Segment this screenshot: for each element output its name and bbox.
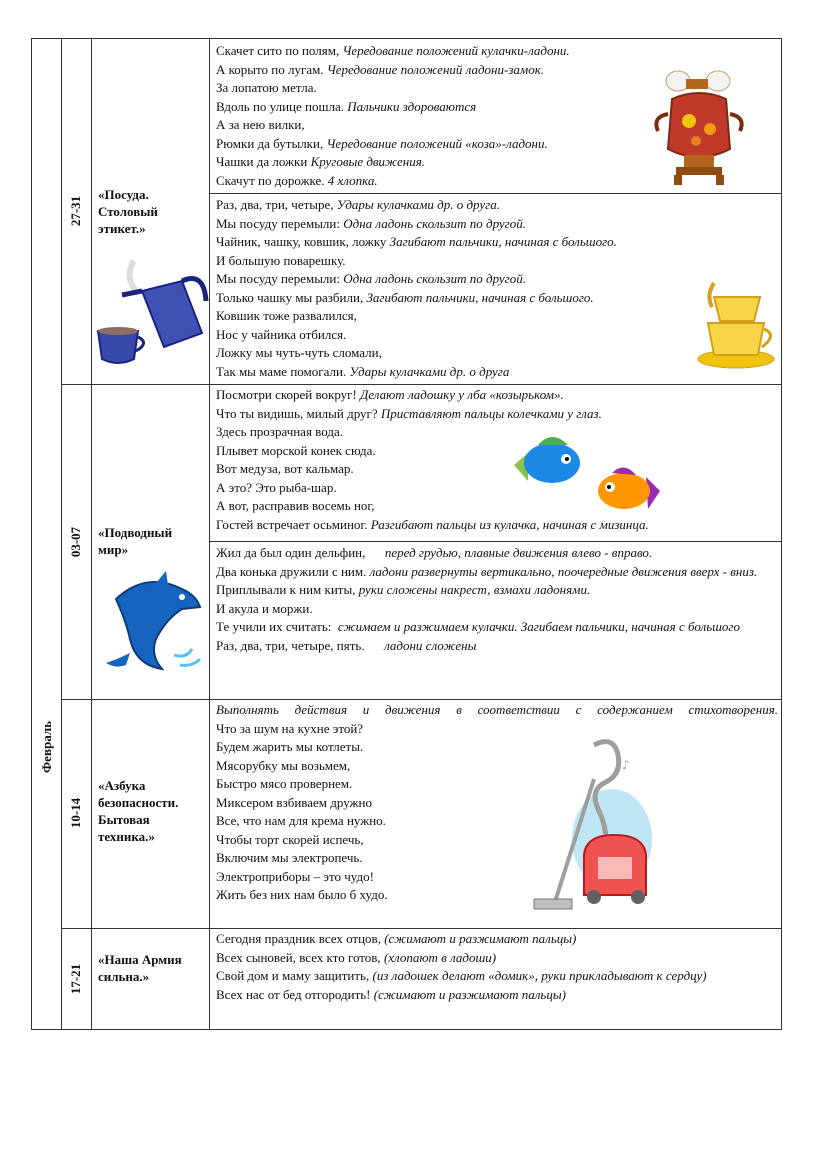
rhyme-line: Мы посуду перемыли: Одна ладонь скользит по другой.	[216, 215, 526, 231]
rhyme-line: Свой дом и маму защитить, (из ладошек делают «домик», руки прикладывают к сердцу)	[216, 968, 707, 983]
rhyme-line: Те учили их считать: сжимаем и разжимаем кулачки. Загибаем пальчики, начиная с большого	[216, 619, 740, 634]
rhyme-line: Гостей встречает осьминог. Разгибают пальцы из кулачка, начиная с мизинца.	[216, 516, 649, 532]
rhyme-line: Нос у чайника отбился.	[216, 326, 347, 342]
month-label: Февраль	[39, 721, 54, 773]
rhyme-line: Мы посуду перемыли: Одна ладонь скользит по другой.	[216, 271, 526, 286]
rhyme-line: А вот, расправив восемь ног,	[216, 498, 375, 513]
rhyme-line: Быстро мясо провернем.	[216, 776, 353, 791]
samovar-picture	[644, 69, 754, 189]
week-dates: 27-31	[68, 195, 83, 227]
rhyme-line: Плывет морской конек сюда.	[216, 442, 376, 458]
rhyme-line: Приплывали к ним киты, руки сложены накрест, взмахи ладонями.	[216, 582, 591, 597]
week-dates: 10-14	[68, 797, 83, 829]
rhyme-line: Всех сыновей, всех кто готов, (хлопают в ладоши)	[216, 949, 497, 965]
week-topic: «Наша Армия сильна.»	[98, 952, 182, 984]
rhyme-line: Скачет сито по полям, Чередование положений кулачки-ладони.	[216, 43, 570, 58]
rhyme-block	[216, 930, 778, 1004]
instruction-text: Выполнять действия и движения в соответствии с содержанием стихотворения.	[216, 702, 778, 717]
kettle-picture	[94, 251, 212, 371]
rhyme-line: Чтобы торт скорей испечь,	[216, 831, 364, 847]
rhyme-line: Миксером взбиваем дружно	[216, 794, 372, 810]
rhyme-line: Только чашку мы разбили, Загибают пальчики, начиная с большого.	[216, 289, 594, 305]
rhyme-block	[216, 544, 778, 655]
rhyme-line: Всех нас от бед отгородить! (сжимают и разжимают пальцы)	[216, 986, 566, 1002]
rhyme-line: Ложку мы чуть-чуть сломали,	[216, 345, 382, 360]
rhyme-line: Вот медуза, вот кальмар.	[216, 461, 354, 476]
rhyme-line: Ковшик тоже развалился,	[216, 308, 357, 323]
week-topic: «Подводный мир»	[98, 525, 173, 557]
rhyme-line: Жить без них нам было б худо.	[216, 887, 388, 902]
lesson-plan-table	[31, 38, 782, 1030]
rhyme-line: И большую поварешку.	[216, 252, 346, 268]
dolphin-picture	[96, 569, 206, 679]
rhyme-line: За лопатою метла.	[216, 80, 317, 95]
rhyme-line: Так мы маме помогали. Удары кулачками др. о друга	[216, 363, 510, 379]
rhyme-line: Электроприборы – это чудо!	[216, 868, 374, 884]
fish-picture	[508, 425, 668, 515]
rhyme-line: Раз, два, три, четыре, Удары кулачками др. о друга.	[216, 197, 500, 212]
rhyme-line: Раз, два, три, четыре, пять. ладони сложены	[216, 637, 477, 653]
row-divider	[61, 384, 781, 385]
rhyme-line: А корыто по лугам. Чередование положений ладони-замок.	[216, 61, 545, 77]
week-dates: 17-21	[68, 963, 83, 995]
column-divider	[61, 39, 62, 1029]
rhyme-line: Что ты видишь, милый друг? Приставляют пальцы колечками у глаз.	[216, 405, 602, 421]
rhyme-line: Здесь прозрачная вода.	[216, 424, 343, 439]
rhyme-block	[216, 386, 778, 534]
rhyme-line: Будем жарить мы котлеты.	[216, 739, 364, 754]
rhyme-line: А это? Это рыба-шар.	[216, 479, 337, 495]
rhyme-line: А за нею вилки,	[216, 117, 305, 132]
svg-text:♪: ♪	[622, 758, 630, 772]
row-divider	[61, 699, 781, 700]
rhyme-line: Включим мы электропечь.	[216, 850, 363, 865]
vacuum-cleaner-picture	[494, 735, 664, 911]
teacups-picture	[694, 279, 780, 371]
rhyme-line: Рюмки да бутылки, Чередование положений «коза»-ладони.	[216, 135, 548, 151]
rhyme-line: Жил да был один дельфин, перед грудью, плавные движения влево - вправо.	[216, 545, 653, 560]
rhyme-line: Два конька дружили с ним. ладони развернуты вертикально, поочередные движения вверх - вниз.	[216, 563, 758, 579]
week-topic: «Посуда. Столовый этикет.»	[98, 187, 158, 236]
rhyme-line: Скачут по дорожке. 4 хлопка.	[216, 172, 378, 188]
rhyme-line: Мясорубку мы возьмем,	[216, 757, 351, 773]
rhyme-line: Сегодня праздник всех отцов, (сжимают и разжимают пальцы)	[216, 931, 577, 946]
rhyme-line: И акула и моржи.	[216, 600, 313, 616]
rhyme-line: Вдоль по улице пошла. Пальчики здороваются	[216, 98, 477, 114]
block-divider	[209, 193, 781, 194]
week-topic: «Азбука безопасности. Бытовая техника.»	[98, 778, 179, 844]
week-dates: 03-07	[68, 526, 83, 558]
rhyme-line: Что за шум на кухне этой?	[216, 720, 364, 736]
block-divider	[209, 541, 781, 542]
rhyme-line: Чашки да ложки Круговые движения.	[216, 154, 425, 169]
column-divider	[209, 39, 210, 1029]
rhyme-line: Чайник, чашку, ковшик, ложку Загибают пальчики, начиная с большого.	[216, 234, 617, 249]
column-divider	[91, 39, 92, 1029]
rhyme-line: Посмотри скорей вокруг! Делают ладошку у лба «козырьком».	[216, 387, 564, 402]
row-divider	[61, 928, 781, 929]
rhyme-line: Все, что нам для крема нужно.	[216, 813, 386, 828]
